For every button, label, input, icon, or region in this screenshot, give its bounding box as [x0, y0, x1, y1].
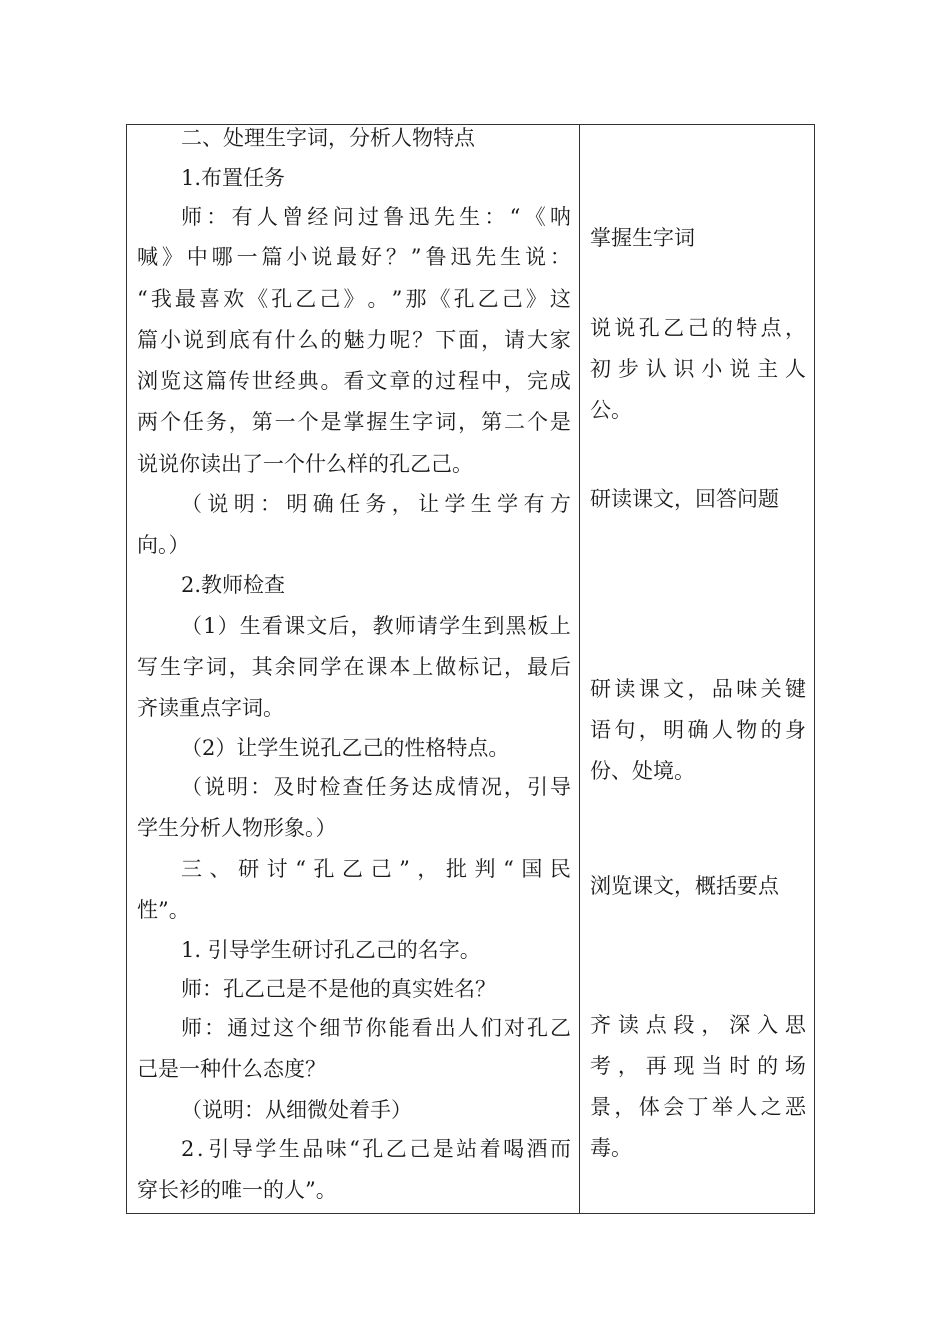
column-divider [579, 124, 580, 1214]
text-line: 篇 小 说 到 底 有 什 么 的 魅 力 呢 ？ 下 面 ， 请 大 家 [137, 328, 571, 352]
text-line: 浏 览 这 篇 传 世 经 典 。 看 文 章 的 过 程 中 ， 完 成 [137, 369, 571, 393]
note-line: （ 说 明 ： 及 时 检 查 任 务 达 成 情 况 ， 引 导 [181, 775, 571, 799]
text-line: 两 个 任 务 ， 第 一 个 是 掌 握 生 字 词 ， 第 二 个 是 [137, 410, 571, 434]
text-line: 说说你读出了一个什么样的孔乙己。 [137, 452, 473, 476]
activity-note: 语 句 ， 明 确 人 物 的 身 [590, 718, 806, 742]
text-line: 师 ： 通 过 这 个 细 节 你 能 看 出 人 们 对 孔 乙 [181, 1016, 571, 1040]
note-line: 向。） [137, 533, 190, 557]
subheading-assign-task: 1.布置任务 [181, 166, 286, 190]
activity-note: 景 ， 体 会 丁 举 人 之 恶 [590, 1095, 806, 1119]
text-line: 穿长衫的唯一的人”。 [137, 1178, 337, 1202]
section-heading-2: 二、处理生字词，分析人物特点 [181, 126, 475, 150]
text-line: （2）让学生说孔乙己的性格特点。 [181, 736, 510, 760]
section-heading-3-cont: 性”。 [137, 898, 190, 922]
activity-note: 考 ， 再 现 当 时 的 场 [590, 1054, 806, 1078]
activity-note: 说 说 孔 乙 己 的 特 点 ， [590, 316, 806, 340]
text-line: 师：孔乙己是不是他的真实姓名？ [181, 977, 496, 1001]
activity-note: 毒。 [590, 1136, 632, 1160]
section-heading-3: 三 、 研 讨 “ 孔 乙 己 ” ， 批 判 “ 国 民 [181, 857, 571, 881]
activity-note: 研读课文，回答问题 [590, 487, 779, 511]
text-line: （ 1 ） 生 看 课 文 后 ， 教 师 请 学 生 到 黑 板 上 [181, 614, 571, 638]
subheading-teacher-check: 2.教师检查 [181, 573, 286, 597]
text-line: 1. 引导学生研讨孔乙己的名字。 [181, 938, 481, 962]
activity-note: 掌握生字词 [590, 226, 695, 250]
text-line: 2 . 引 导 学 生 品 味 “ 孔 乙 己 是 站 着 喝 酒 而 [181, 1137, 571, 1161]
note-line: （说明：从细微处着手） [181, 1098, 412, 1122]
text-line: 齐读重点字词。 [137, 696, 284, 720]
activity-note: 公。 [590, 398, 632, 422]
activity-note: 研 读 课 文 ， 品 味 关 键 [590, 677, 806, 701]
text-line: 写 生 字 词 ， 其 余 同 学 在 课 本 上 做 标 记 ， 最 后 [137, 655, 571, 679]
activity-note: 浏览课文，概括要点 [590, 874, 779, 898]
activity-note: 初 步 认 识 小 说 主 人 [590, 357, 806, 381]
note-line: 学生分析人物形象。） [137, 816, 337, 840]
text-line: 己是一种什么态度？ [137, 1057, 326, 1081]
text-line: 师 ： 有 人 曾 经 问 过 鲁 迅 先 生 ： “ 《 呐 [181, 205, 571, 229]
activity-note: 份、处境。 [590, 759, 695, 783]
text-line: 喊 》 中 哪 一 篇 小 说 最 好 ？ ” 鲁 迅 先 生 说 ： [137, 245, 571, 269]
text-line: “ 我 最 喜 欢 《 孔 乙 己 》 。 ” 那 《 孔 乙 己 》 这 [137, 287, 571, 311]
activity-note: 齐 读 点 段 ， 深 入 思 [590, 1013, 806, 1037]
note-line: （ 说 明 ： 明 确 任 务 ， 让 学 生 学 有 方 [181, 492, 571, 516]
